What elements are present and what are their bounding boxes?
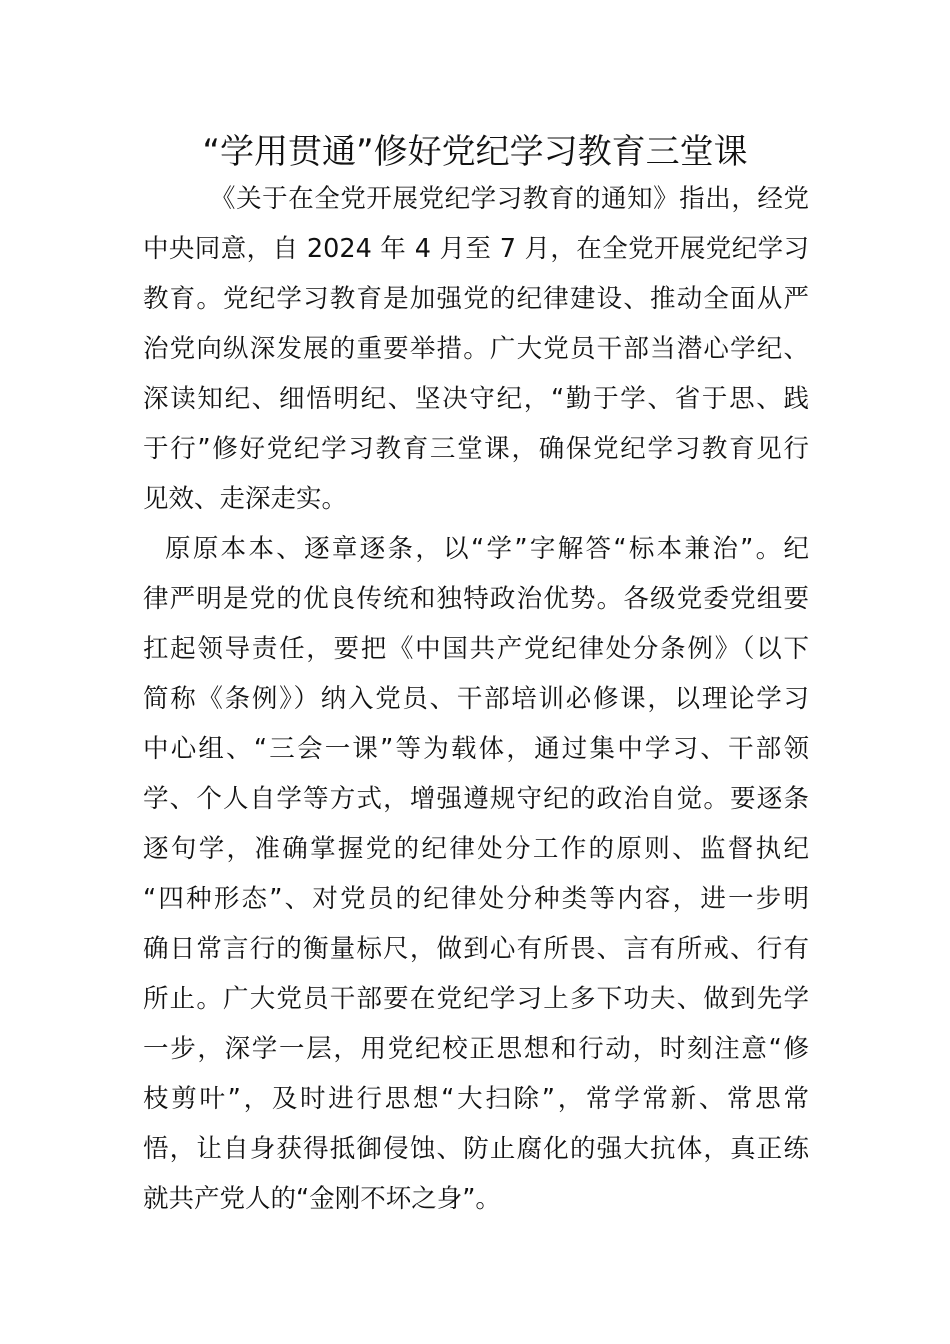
paragraph-line: 律严明是党的优良传统和独特政治优势。各级党委党组要 [143,584,809,614]
paragraph-line: 枝剪叶”，及时进行思想“大扫除”，常学常新、常思常 [143,1084,809,1114]
paragraph-line: 就共产党人的“金刚不坏之身”。 [143,1184,501,1214]
paragraph-line: 扛起领导责任，要把《中国共产党纪律处分条例》（以下 [143,634,809,664]
paragraph-line: 中心组、“三会一课”等为载体，通过集中学习、干部领 [143,734,809,764]
paragraph-line: 一步，深学一层，用党纪校正思想和行动，时刻注意“修 [143,1034,809,1064]
paragraph-line: 简称《条例》）纳入党员、干部培训必修课，以理论学习 [143,684,809,714]
paragraph-line: 治党向纵深发展的重要举措。广大党员干部当潜心学纪、 [143,334,809,364]
paragraph-line: 所止。广大党员干部要在党纪学习上多下功夫、做到先学 [143,984,809,1014]
paragraph-line: 教育。党纪学习教育是加强党的纪律建设、推动全面从严 [143,284,809,314]
paragraph-line: 逐句学，准确掌握党的纪律处分工作的原则、监督执纪 [143,834,809,864]
document-title: “学用贯通”修好党纪学习教育三堂课 [202,132,748,172]
paragraph-line: “四种形态”、对党员的纪律处分种类等内容，进一步明 [143,884,809,914]
paragraph-line: 中央同意，自 2024 年 4 月至 7 月，在全党开展党纪学习 [143,234,809,264]
document-body [143,174,809,1224]
paragraph-line: 原原本本、逐章逐条，以“学”字解答“标本兼治”。纪 [165,534,809,564]
paragraph-2 [143,524,809,1224]
paragraph-line: 《关于在全党开展党纪学习教育的通知》指出，经党 [210,184,809,214]
paragraph-line: 悟，让自身获得抵御侵蚀、防止腐化的强大抗体，真正练 [143,1134,809,1164]
paragraph-line: 深读知纪、细悟明纪、坚决守纪，“勤于学、省于思、践 [143,384,809,414]
paragraph-line: 学、个人自学等方式，增强遵规守纪的政治自觉。要逐条 [143,784,809,814]
paragraph-line: 见效、走深走实。 [143,484,348,514]
paragraph-1 [143,174,809,524]
paragraph-line: 确日常言行的衡量标尺，做到心有所畏、言有所戒、行有 [143,934,809,964]
paragraph-line: 于行”修好党纪学习教育三堂课，确保党纪学习教育见行 [143,434,809,464]
